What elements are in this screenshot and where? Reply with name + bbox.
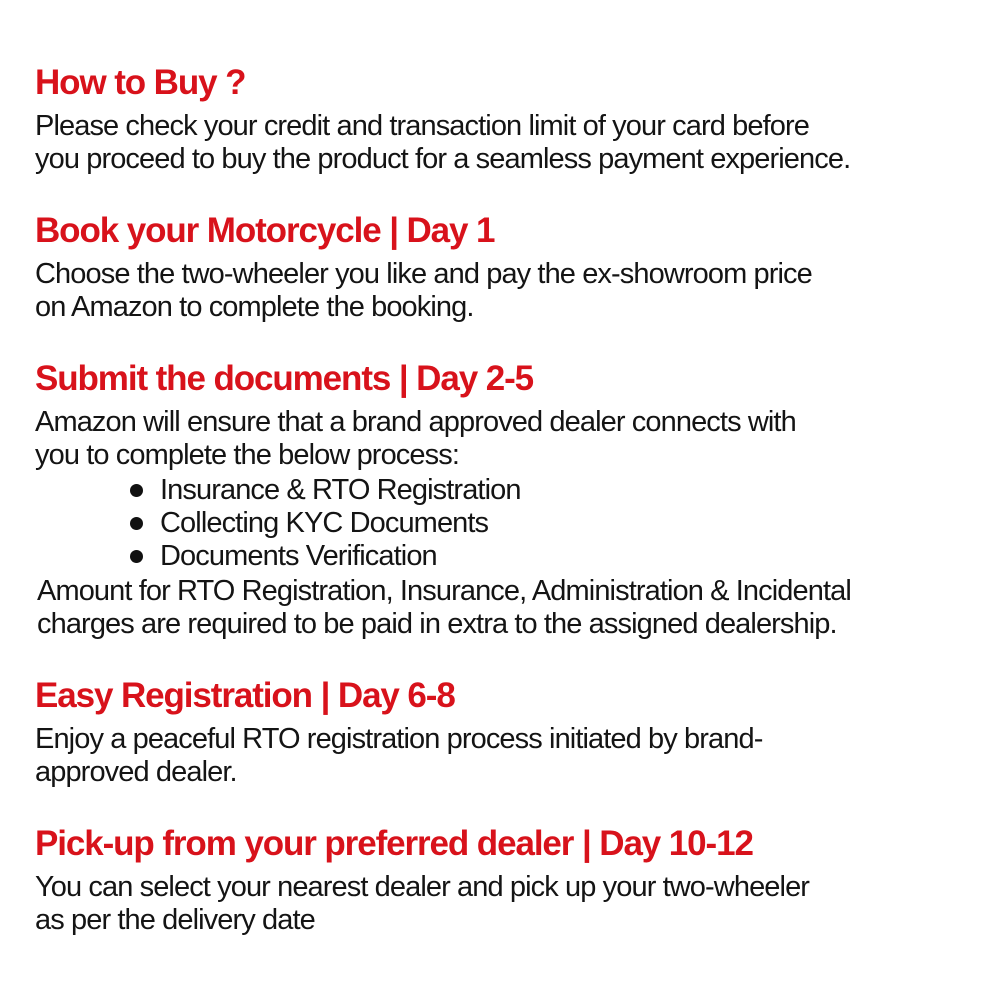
section-easy-registration [35, 677, 960, 789]
section-body [35, 406, 960, 472]
extra-charges-note [35, 575, 960, 641]
body-text-line: charges are required to be paid in extra to the assigned dealership. [37, 608, 837, 640]
body-text-line: Amazon will ensure that a brand approved dealer connects with [35, 406, 796, 438]
section-book-your-motorcycle [35, 212, 960, 324]
process-bullet-list [35, 474, 960, 573]
section-body [35, 871, 960, 937]
section-heading: Easy Registration | Day 6-8 [35, 676, 455, 715]
body-text-line: as per the delivery date [35, 904, 315, 936]
bullet-icon [130, 550, 143, 563]
bullet-icon [130, 517, 143, 530]
bullet-icon [130, 484, 143, 497]
body-text-line: you proceed to buy the product for a seamless payment experience. [35, 143, 851, 175]
body-text-line: approved dealer. [35, 756, 237, 788]
body-text-line: Enjoy a peaceful RTO registration process initiated by brand- [35, 723, 763, 755]
body-text-line: Choose the two-wheeler you like and pay the ex-showroom price [35, 258, 812, 290]
bullet-text: Insurance & RTO Registration [160, 474, 521, 506]
bullet-text: Documents Verification [160, 540, 437, 572]
section-body [35, 110, 960, 176]
bullet-text: Collecting KYC Documents [160, 507, 489, 539]
section-body [35, 258, 960, 324]
body-text-line: You can select your nearest dealer and pick up your two-wheeler [35, 871, 810, 903]
section-how-to-buy [35, 64, 960, 176]
section-pick-up-preferred-dealer [35, 825, 960, 937]
section-heading: Pick-up from your preferred dealer | Day 10-12 [35, 824, 753, 863]
section-body [35, 723, 960, 789]
section-heading: Book your Motorcycle | Day 1 [35, 211, 495, 250]
section-heading: Submit the documents | Day 2-5 [35, 359, 533, 398]
body-text-line: Amount for RTO Registration, Insurance, Administration & Incidental [37, 575, 851, 607]
body-text-line: Please check your credit and transaction limit of your card before [35, 110, 809, 142]
list-item [130, 474, 960, 507]
list-item [130, 507, 960, 540]
list-item [130, 540, 960, 573]
section-submit-the-documents [35, 360, 960, 641]
body-text-line: you to complete the below process: [35, 439, 459, 471]
section-heading: How to Buy ? [35, 63, 246, 102]
body-text-line: on Amazon to complete the booking. [35, 291, 474, 323]
